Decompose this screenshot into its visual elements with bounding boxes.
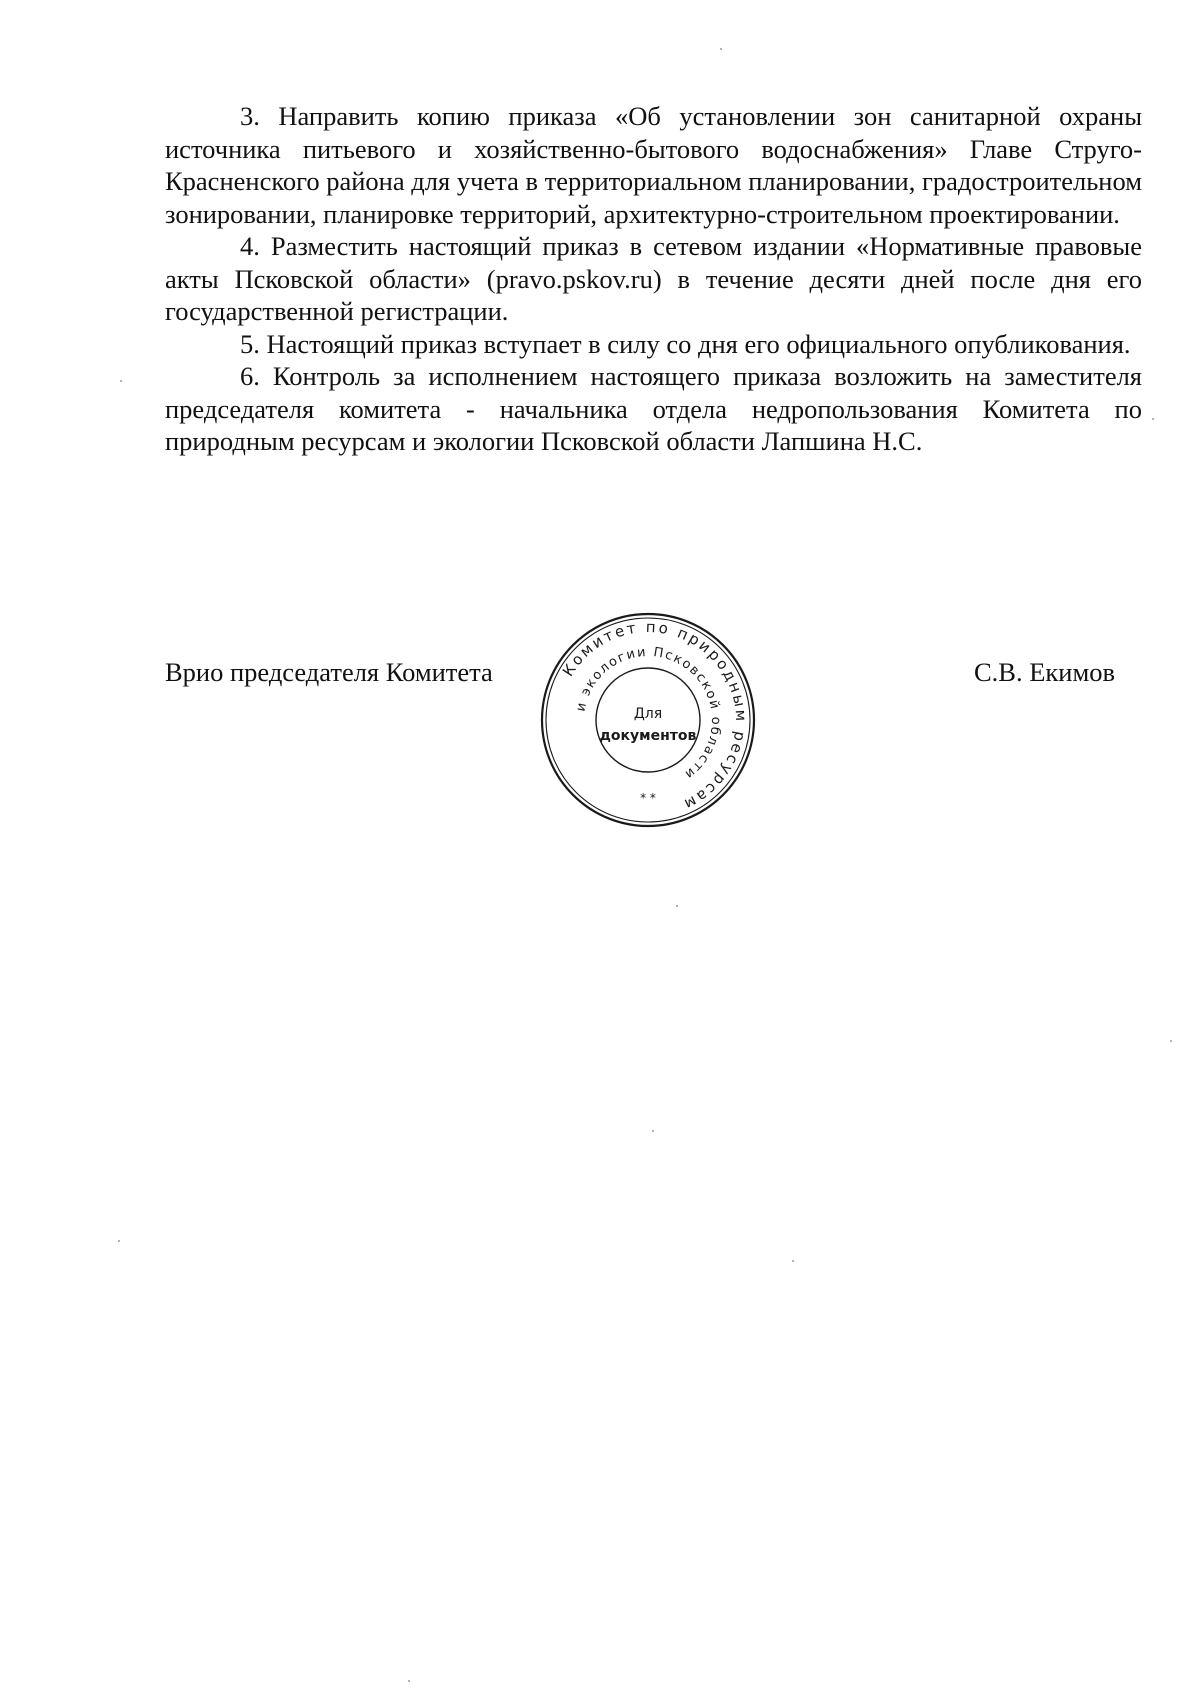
scan-speck [1152,418,1154,420]
signature-role: Врио председателя Комитета [165,657,493,687]
paragraph-6: 6. Контроль за исполнением настоящего приказа возложить на заместителя председателя комитета - начальника отдела недропользования Комитета по природным ресурсам и экологии Псковской области Лапшина Н.С. [165,361,1142,456]
paragraph-3: 3. Направить копию приказа «Об установлении зон санитарной охраны источника питьевого и хозяйственно-бытового водоснабжения» Главе Струго-Красненского района для учета в территориальном планировании, градостроительном зонировании, планировке территорий, архитектурно-строительном проектировании. [165,101,1142,229]
document-body [165,100,1142,458]
stamp-outer-text: Комитет по природным ресурсам [558,617,751,815]
official-stamp [538,610,758,830]
stamp-stars: * * [640,791,656,805]
scan-speck [1170,1040,1172,1042]
scan-speck [408,1680,410,1682]
stamp-center-line-2: документов [599,728,697,744]
paragraph-5: 5. Настоящий приказ вступает в силу со дня его официального опубликования. [240,328,1131,359]
scan-speck [120,380,122,382]
stamp-inner-text: и экологии Псковской области [573,644,724,783]
scan-speck [652,1130,654,1132]
scan-speck [792,1260,794,1262]
scan-speck [720,48,722,50]
scan-speck [118,1240,120,1242]
scan-speck [676,905,678,907]
paragraph-4: 4. Разместить настоящий приказ в сетевом издании «Нормативные правовые акты Псковской области» (pravo.pskov.ru) в течение десяти дней после дня его государственной регистрации. [165,231,1142,326]
signature-name: С.В. Екимов [974,657,1116,687]
stamp-center-line-1: Для [633,706,663,722]
